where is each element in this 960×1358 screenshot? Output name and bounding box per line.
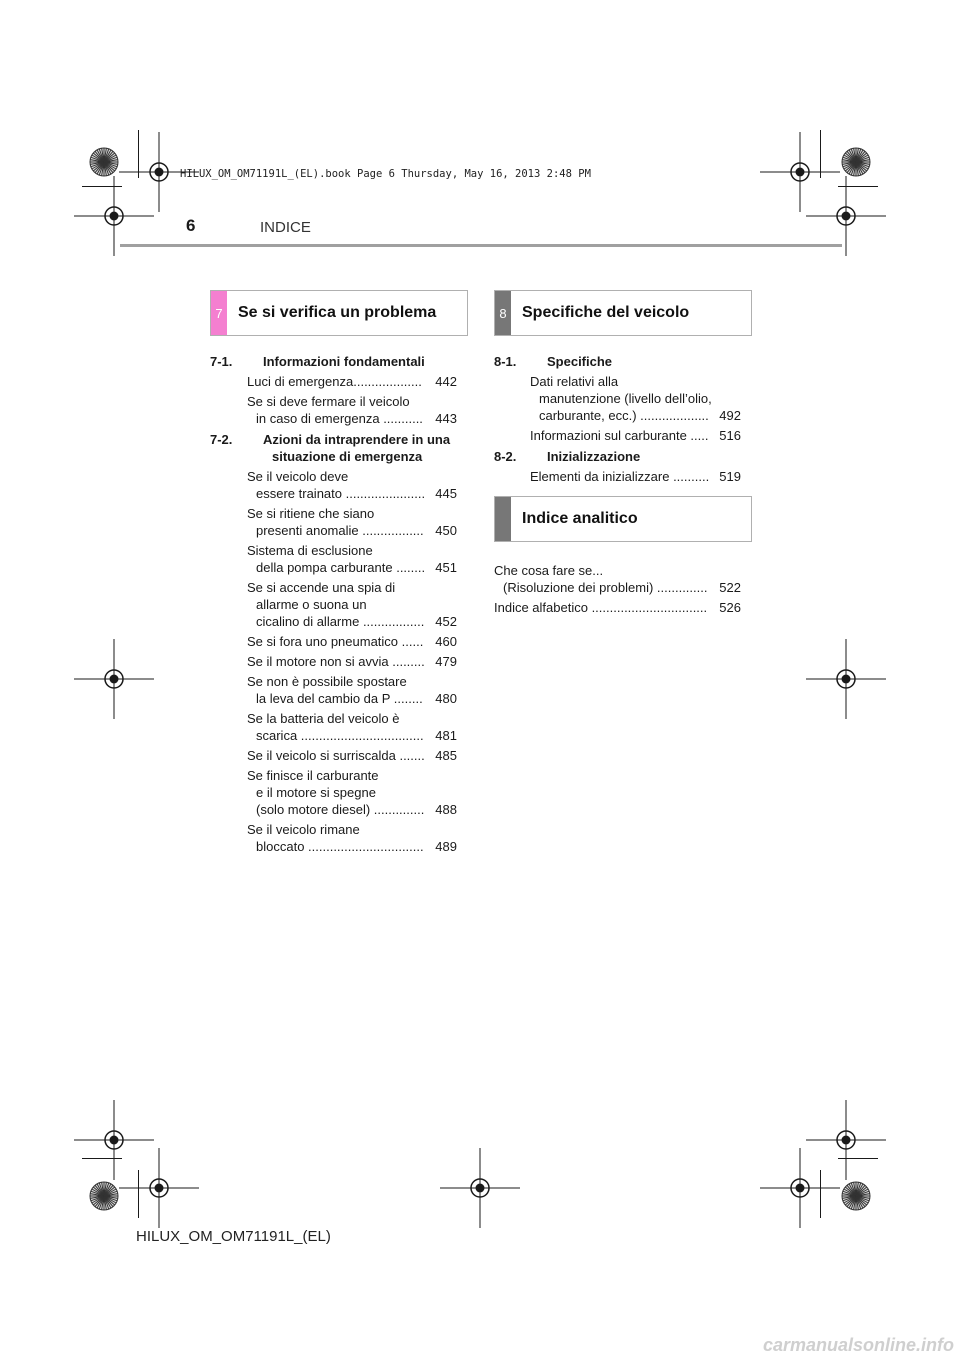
crop-line [82,1158,122,1159]
toc-entry-line: Sistema di esclusione [247,543,373,558]
toc-entry[interactable] [530,373,741,424]
toc-entry[interactable] [247,710,457,744]
toc-entry[interactable] [530,427,741,444]
toc-entry[interactable] [247,468,457,502]
toc-entry-text [247,767,435,818]
toc-section-8 [494,353,741,485]
toc-entry[interactable] [494,562,741,596]
toc-leader-dots: .................................. [297,728,424,743]
toc-entry-line: bloccato ................................ [256,839,424,854]
toc-entry[interactable] [530,468,741,485]
toc-entry[interactable] [247,579,457,630]
toc-entry-page: 443 [435,411,457,426]
toc-entry[interactable] [247,505,457,539]
watermark: carmanualsonline.info [762,1335,954,1355]
registration-crosshair-icon [806,639,886,719]
toc-group-title-line: Azioni da intraprendere in una [263,432,451,447]
toc-entry-line: carburante, ecc.) ................... [539,408,709,423]
crop-line [82,186,122,187]
toc-group-number: 8-2. [494,449,517,464]
toc-entry-text [247,821,435,855]
toc-group-number: 7-1. [210,354,233,369]
toc-leader-dots: ................................ [587,600,708,615]
crop-line [838,186,878,187]
toc-leader-dots: ........ [392,560,426,575]
toc-entry-line: Se finisce il carburante [247,768,379,783]
index-section-title: Indice analitico [522,510,638,527]
toc-entry-line: (solo motore diesel) .............. [256,802,425,817]
toc-entry-line: Se si fora uno pneumatico ...... [247,634,424,649]
toc-entry-line: (Risoluzione dei problemi) .............. [503,580,708,595]
toc-leader-dots: ................... [353,374,422,389]
toc-group-number: 7-2. [210,432,233,447]
toc-entry-page: 492 [719,408,741,423]
registration-starburst-icon [88,1180,120,1212]
crop-line [820,130,821,178]
toc-entry-line: in caso di emergenza ........... [256,411,423,426]
toc-entry-page: 480 [435,691,457,706]
toc-entry-line: Che cosa fare se... [494,563,604,578]
section-7-tab: 7 [211,291,227,335]
index-section-header[interactable] [494,496,752,542]
toc-group-number: 8-1. [494,354,517,369]
toc-entry[interactable] [247,767,457,818]
toc-entry[interactable] [494,599,741,616]
section-8-title: Specifiche del veicolo [522,304,690,321]
toc-entry-page: 488 [435,802,457,817]
toc-entry-line: Dati relativi alla [530,374,619,389]
registration-starburst-icon [840,146,872,178]
toc-entry-text [247,747,435,764]
toc-entry-page: 479 [435,654,457,669]
toc-entry-line: Luci di emergenza................... [247,374,422,389]
toc-leader-dots: ........... [379,411,423,426]
toc-entry-line: cicalino di allarme ................. [256,614,425,629]
toc-entry-page: 442 [435,374,457,389]
toc-group-title: Specifiche [547,354,613,369]
toc-group-7-1 [210,353,457,370]
toc-leader-dots: ..... [686,428,709,443]
toc-entry[interactable] [247,747,457,764]
registration-crosshair-icon [74,639,154,719]
toc-entry[interactable] [247,821,457,855]
toc-entry-text [247,468,435,502]
section-8-header[interactable] [494,290,752,336]
toc-entry-text [530,373,719,424]
registration-starburst-icon [88,146,120,178]
registration-crosshair-icon [760,1148,840,1228]
toc-entry-line: Informazioni sul carburante ..... [530,428,709,443]
toc-group-8-2 [494,448,741,465]
toc-entry-text [530,468,719,485]
toc-entry-text [247,633,435,650]
toc-entry-line: della pompa carburante ........ [256,560,426,575]
toc-entry-line: presenti anomalie ................. [256,523,424,538]
toc-entry-line: e il motore si spegne [256,785,376,800]
page-header-title: INDICE [260,219,311,236]
toc-entry-text [247,653,435,670]
toc-entry-page: 452 [435,614,457,629]
header-rule [120,244,842,247]
toc-leader-dots: ................... [636,408,709,423]
toc-group-8-1-entries [494,373,741,444]
toc-entry-text [247,673,435,707]
toc-entry-text [530,427,719,444]
toc-leader-dots: ......... [388,654,425,669]
toc-entry-text [247,579,435,630]
toc-group-title [263,431,450,465]
toc-entry-page: 485 [435,748,457,763]
crop-line [138,130,139,178]
toc-entry-line: essere trainato ...................... [256,486,426,501]
toc-entry-text [247,710,435,744]
crop-line [820,1170,821,1218]
toc-entry-line: Indice alfabetico ................................ [494,600,708,615]
toc-entry[interactable] [247,653,457,670]
toc-entry-line: scarica .................................. [256,728,424,743]
toc-entry[interactable] [247,673,457,707]
registration-crosshair-icon [440,1148,520,1228]
toc-entry-line: allarme o suona un [256,597,367,612]
toc-leader-dots: ........ [390,691,423,706]
toc-entry-line: Se il veicolo si surriscalda ....... [247,748,425,763]
toc-leader-dots: .......... [669,469,710,484]
toc-entry-page: 460 [435,634,457,649]
toc-group-7-2-entries [210,468,457,855]
toc-entry-line: Se il motore non si avvia ......... [247,654,425,669]
toc-entry-page: 445 [435,486,457,501]
section-8-tab: 8 [495,291,511,335]
toc-entry-page: 450 [435,523,457,538]
toc-entry-text [494,599,719,616]
toc-entry-line: Se il veicolo deve [247,469,349,484]
toc-group-7-2 [210,431,457,465]
toc-entry-line: la leva del cambio da P ........ [256,691,423,706]
toc-entry-line: Se si deve fermare il veicolo [247,394,410,409]
toc-entry-line: Se la batteria del veicolo è [247,711,400,726]
toc-entry-line: Se si ritiene che siano [247,506,375,521]
toc-entry[interactable] [247,633,457,650]
crop-line [838,1158,878,1159]
toc-leader-dots: ................. [359,614,425,629]
page-number: 6 [186,216,196,235]
book-info-line: HILUX_OM_OM71191L_(EL).book Page 6 Thursday, May 16, 2013 2:48 PM [180,168,591,180]
registration-crosshair-icon [119,1148,199,1228]
toc-entry-text [247,542,435,576]
toc-group-8-2-entries [494,468,741,485]
crop-line [138,1170,139,1218]
toc-group-8-1 [494,353,741,370]
toc-leader-dots: ...... [398,634,424,649]
toc-entry-text [494,562,719,596]
toc-leader-dots: ................................ [304,839,424,854]
toc-entry-line: Se il veicolo rimane [247,822,360,837]
section-7-header[interactable] [210,290,468,336]
toc-index [494,559,741,616]
toc-entry-text [247,393,435,427]
toc-entry-line: Se si accende una spia di [247,580,396,595]
toc-leader-dots: ...................... [342,486,426,501]
toc-entry-page: 489 [435,839,457,854]
toc-entry[interactable] [247,542,457,576]
toc-leader-dots: .............. [653,580,708,595]
toc-entry-line: Se non è possibile spostare [247,674,407,689]
toc-entry-page: 451 [435,560,457,575]
toc-group-7-1-entries [210,373,457,427]
toc-group-title: Informazioni fondamentali [263,354,425,369]
toc-entry-line: manutenzione (livello dell’olio, [539,391,712,406]
toc-entry-page: 516 [719,428,741,443]
toc-entry-page: 522 [719,580,741,595]
toc-entry[interactable] [247,393,457,427]
toc-leader-dots: ................. [358,523,424,538]
toc-section-7 [210,353,457,855]
toc-leader-dots: .............. [370,802,425,817]
toc-entry[interactable] [247,373,457,390]
registration-starburst-icon [840,1180,872,1212]
toc-entry-page: 481 [435,728,457,743]
toc-group-title: Inizializzazione [547,449,641,464]
toc-leader-dots: ....... [395,748,425,763]
toc-entry-page: 519 [719,469,741,484]
toc-entry-page: 526 [719,600,741,615]
section-7-title: Se si verifica un problema [238,304,437,321]
footer-code: HILUX_OM_OM71191L_(EL) [136,1228,331,1245]
toc-entry-line: Elementi da inizializzare .......... [530,469,710,484]
toc-entry-text [247,505,435,539]
toc-group-title-line: situazione di emergenza [272,449,423,464]
index-section-tab [495,497,511,541]
toc-entry-text [247,373,435,390]
